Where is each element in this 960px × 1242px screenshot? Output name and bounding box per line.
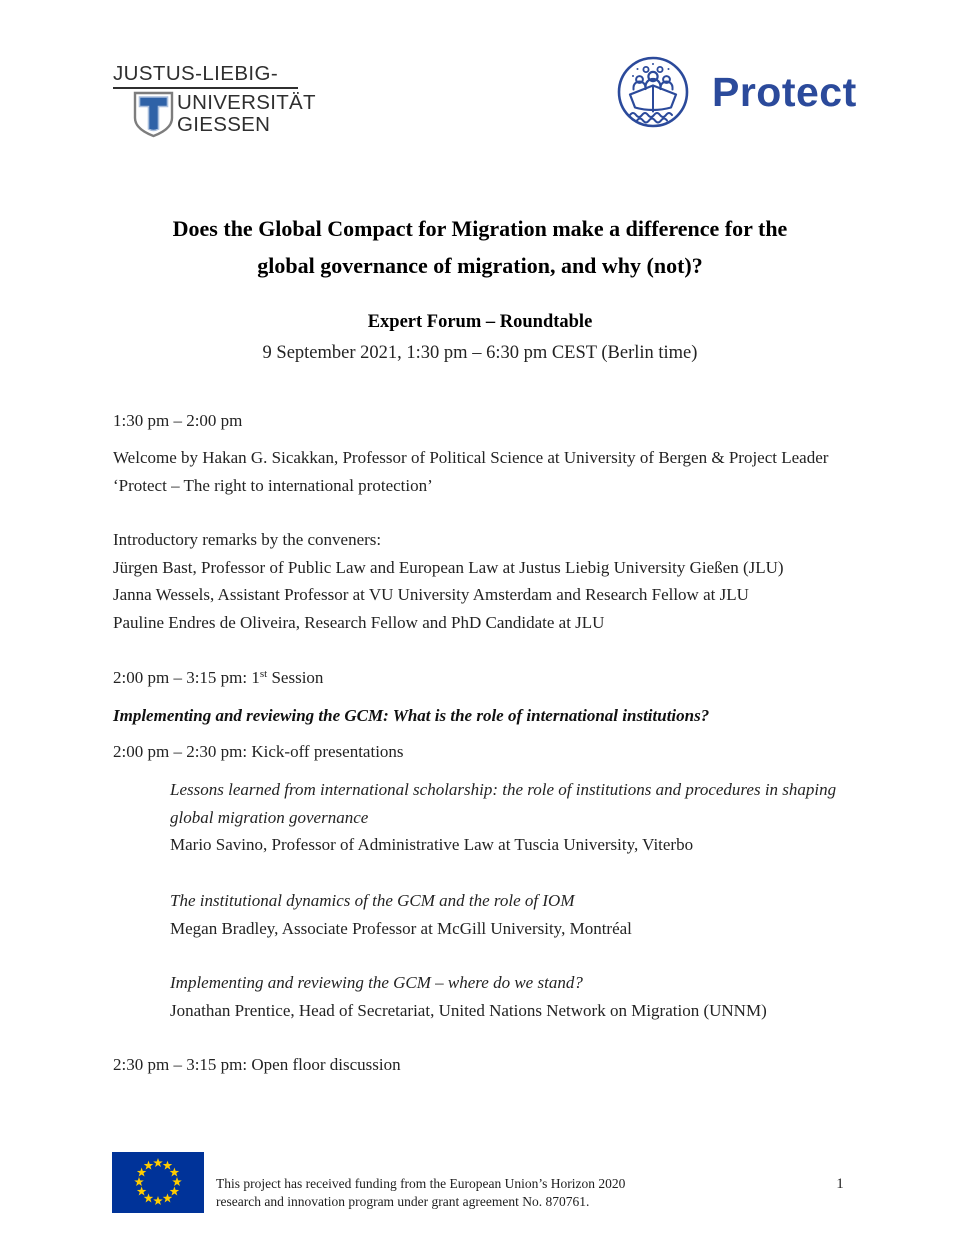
- presentation-title: Implementing and reviewing the GCM – where do we stand?: [170, 973, 583, 992]
- open-floor-time-slot: 2:30 pm – 3:15 pm: Open floor discussion: [113, 1055, 401, 1074]
- event-format: Expert Forum – Roundtable: [367, 312, 593, 332]
- event-datetime: 9 September 2021, 1:30 pm – 6:30 pm CEST (Berlin time): [262, 343, 698, 363]
- event-title-line-2: global governance of migration, and why (not)?: [257, 253, 703, 278]
- jlu-name-line-2: GIESSEN: [177, 113, 271, 136]
- funding-line-1: This project has received funding from the European Union’s Horizon 2020: [216, 1176, 626, 1191]
- opening-time-slot: 1:30 pm – 2:00 pm: [113, 411, 243, 430]
- presentation-title: The institutional dynamics of the GCM and the role of IOM: [170, 891, 575, 910]
- presentation-block: [170, 776, 850, 859]
- convener-item: Janna Wessels, Assistant Professor at VU University Amsterdam and Research Fellow at JLU: [113, 585, 749, 604]
- session1-time-suffix: Session: [267, 668, 324, 687]
- kickoff-time-slot: 2:00 pm – 2:30 pm: Kick-off presentations: [113, 742, 404, 761]
- session1-ordinal: st: [259, 668, 268, 680]
- eu-flag-icon: [112, 1152, 204, 1213]
- session1-time-slot: [113, 664, 850, 692]
- conveners-heading: Introductory remarks by the conveners:: [113, 530, 382, 549]
- session1-theme: Implementing and reviewing the GCM: What is the role of international institutions?: [113, 706, 710, 725]
- funding-line-2: research and innovation program under grant agreement No. 870761.: [216, 1193, 590, 1209]
- jlu-logo: [113, 62, 316, 138]
- presentation-title: Lessons learned from international scholarship: the role of institutions and procedures in shaping global migration governance: [170, 780, 837, 827]
- session1-time-text: 2:00 pm – 3:15 pm: 1: [113, 668, 260, 687]
- conveners-block: [113, 526, 850, 636]
- convener-item: Pauline Endres de Oliveira, Research Fellow and PhD Candidate at JLU: [113, 612, 605, 632]
- protect-logo: [616, 55, 857, 129]
- jlu-name-lines: [177, 92, 316, 138]
- presentation-speaker: Mario Savino, Professor of Administrative Law at Tuscia University, Viterbo: [170, 835, 694, 854]
- presentation-block: [170, 969, 850, 1024]
- presentation-block: [170, 887, 850, 942]
- jlu-wordmark-top: JUSTUS-LIEBIG-: [113, 62, 298, 89]
- event-title-line-1: Does the Global Compact for Migration make a difference for the: [172, 216, 788, 241]
- jlu-name-line-1: UNIVERSITÄT: [177, 91, 316, 114]
- presentation-speaker: Megan Bradley, Associate Professor at McGill University, Montréal: [170, 918, 632, 938]
- opening-description: Welcome by Hakan G. Sicakkan, Professor of Political Science at University of Bergen & Project Leader ‘Protect – The right to international protection’: [113, 448, 829, 495]
- jlu-shield-icon: [133, 91, 174, 138]
- protect-boat-icon: [616, 55, 690, 129]
- protect-wordmark: Protect: [712, 68, 857, 115]
- event-title: [0, 210, 960, 284]
- presentation-speaker: Jonathan Prentice, Head of Secretariat, United Nations Network on Migration (UNNM): [170, 1000, 767, 1020]
- convener-item: Jürgen Bast, Professor of Public Law and European Law at Justus Liebig University Gießen (JLU): [113, 557, 784, 577]
- funding-statement: [216, 1175, 625, 1210]
- page-number: 1: [836, 1176, 844, 1192]
